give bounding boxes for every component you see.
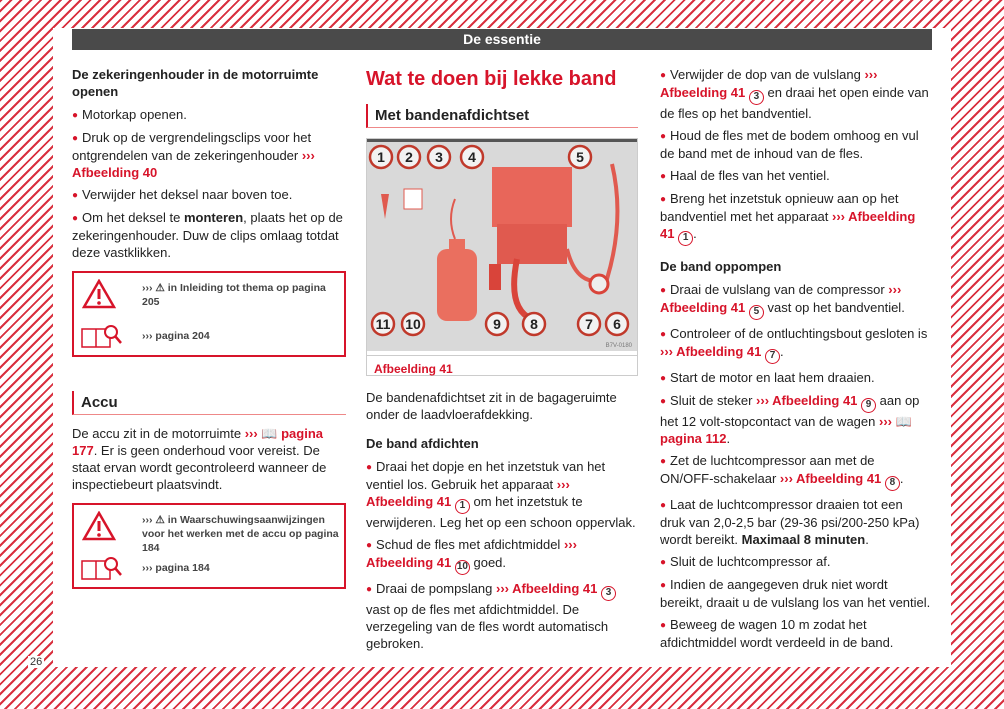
seal-steps-continued — [660, 66, 931, 246]
fuse-steps — [72, 106, 346, 261]
cross-reference-link[interactable]: ››› Afbeelding 40 — [72, 148, 315, 180]
cross-reference-link[interactable]: ››› Afbeelding 41 — [366, 537, 577, 570]
figure-41 — [366, 138, 638, 376]
text: Draai de pompslang — [376, 581, 497, 596]
callout-label: 11 — [375, 316, 391, 332]
middle-column — [366, 66, 638, 657]
text: . — [726, 431, 731, 446]
bullet-item — [660, 553, 931, 571]
cross-reference-link[interactable]: ››› Afbeelding 41 — [779, 471, 882, 486]
text: Beweeg de wagen 10 m zodat het afdichtmiddel wordt verdeeld in de band. — [660, 617, 894, 650]
text: Verwijder de dop van de vulslang — [670, 67, 865, 82]
fuse-holder-heading: De zekeringenhouder in de motorruimte openen — [72, 67, 319, 99]
bullet-item — [366, 458, 638, 531]
callout-label: 1 — [377, 149, 385, 165]
inflate-heading: De band oppompen — [660, 259, 782, 274]
callout-label: 7 — [585, 316, 593, 332]
cross-reference-link[interactable]: ››› Afbeelding 41 — [660, 344, 762, 359]
callout-number: 3 — [749, 90, 764, 105]
figure-caption: Afbeelding 41 — [367, 355, 637, 383]
bold-text: Maximaal 8 minuten — [741, 532, 866, 547]
text: Laat de luchtcompressor draaien tot een druk van 2,0-2,5 bar (29-36 psi/200-250 kPa) wordt bereikt. — [660, 497, 920, 547]
chapter-header: De essentie — [72, 29, 932, 50]
text: en draai het open einde van de fles op het bandventiel. — [660, 85, 929, 121]
callout-number: 3 — [601, 586, 616, 601]
warning-triangle-icon — [82, 511, 116, 541]
text: Breng het inzetstuk opnieuw aan op het bandventiel met het apparaat — [660, 191, 899, 224]
page-number: 26 — [30, 656, 43, 668]
text: Houd de fles met de bodem omhoog en vul de band met de inhoud van de fles. — [660, 128, 919, 161]
text: Motorkap openen. — [82, 107, 187, 122]
bullet-item — [72, 106, 346, 124]
seal-heading: De band afdichten — [366, 436, 479, 451]
text: Druk op de vergrendelingsclips voor het ontgrendelen van de zekeringenhouder — [72, 130, 312, 163]
bullet-item — [660, 392, 931, 447]
text: Indien de aangegeven druk niet wordt bereikt, draait u de vulslang los van het ventiel. — [660, 577, 931, 610]
tire-repair-kit-image — [367, 139, 637, 351]
intro-text: De bandenafdichtset zit in de bagageruimte onder de laadvloerafdekking. — [366, 390, 617, 422]
page-reference[interactable]: ››› pagina 184 — [142, 562, 210, 574]
bullet-item — [366, 536, 638, 575]
left-column — [72, 66, 346, 589]
cross-reference-link[interactable]: ››› Afbeelding 41 — [660, 67, 878, 100]
bullet-item — [660, 190, 931, 246]
text: Om het deksel te — [82, 210, 184, 225]
text: om het inzetstuk te verwijderen. Leg het op een schoon oppervlak. — [366, 494, 636, 530]
bullet-item — [660, 127, 931, 162]
inflate-steps — [660, 281, 931, 651]
text: Draai het dopje en het inzetstuk van het ventiel los. Gebruik het apparaat — [366, 459, 606, 492]
bullet-item — [660, 496, 931, 548]
callout-label: 3 — [435, 149, 443, 165]
cross-reference-link[interactable]: ››› 📖 pagina 112 — [660, 414, 912, 446]
section-title: Wat te doen bij lekke band — [366, 68, 617, 90]
cross-reference-link[interactable]: ››› Afbeelding 41 — [660, 209, 916, 241]
callout-label: 5 — [576, 149, 584, 165]
callout-number: 8 — [885, 476, 900, 491]
bullet-item — [72, 186, 346, 204]
text: . — [779, 344, 784, 359]
callout-number: 10 — [455, 560, 470, 575]
text: Haal de fles van het ventiel. — [670, 168, 830, 183]
callout-number: 5 — [749, 305, 764, 320]
bullet-item — [660, 616, 931, 651]
warning-box-fuse — [72, 271, 346, 357]
text: Verwijder het deksel naar boven toe. — [82, 187, 293, 202]
book-search-icon — [80, 555, 124, 581]
accu-section-title: Accu — [72, 391, 346, 415]
callout-number: 9 — [861, 398, 876, 413]
cross-reference-link[interactable]: ››› Afbeelding 41 — [496, 581, 598, 596]
warning-triangle-icon — [82, 279, 116, 309]
figure-code: B7V-0180 — [605, 343, 632, 349]
cross-reference-link[interactable]: ››› — [244, 426, 262, 441]
cross-reference-link[interactable]: ››› Afbeelding 41 — [756, 393, 858, 408]
callout-label: 8 — [530, 316, 538, 332]
bold-text: monteren — [183, 210, 244, 225]
bullet-item — [660, 281, 931, 320]
bullet-item — [660, 452, 931, 491]
text: vast op de fles met afdichtmiddel. De verzegeling van de fles wordt automatisch gebroken. — [366, 602, 609, 651]
bullet-item — [660, 167, 931, 185]
text: . — [865, 532, 869, 547]
callout-label: 4 — [468, 149, 476, 165]
bullet-item — [660, 369, 931, 387]
callout-number: 1 — [455, 499, 470, 514]
accu-text — [72, 425, 346, 493]
page-reference[interactable]: ››› pagina 204 — [142, 330, 210, 342]
text: De accu zit in de motorruimte — [72, 426, 245, 441]
paragraph — [72, 425, 346, 493]
text: aan op het 12 volt-stopcontact van de wagen — [660, 393, 920, 429]
text: Start de motor en laat hem draaien. — [670, 370, 875, 385]
text: Zet de luchtcompressor aan met de ON/OFF-schakelaar — [660, 453, 875, 486]
text: . — [693, 226, 697, 241]
bullet-item — [660, 576, 931, 611]
warning-reference[interactable]: ››› ⚠ in Waarschuwingsaanwijzingen voor het werken met de accu op pagina 184 — [142, 514, 339, 554]
text: goed. — [469, 555, 507, 570]
seal-steps — [366, 458, 638, 652]
text: , plaats het op de zekeringenhouder. Duw de clips omlaag totdat deze vastklikken. — [72, 210, 343, 260]
cross-reference-link[interactable]: ››› Afbeelding 41 — [366, 477, 570, 509]
callout-number: 7 — [765, 349, 780, 364]
callout-number: 1 — [678, 231, 693, 246]
warning-box-accu — [72, 503, 346, 589]
callout-label: 10 — [405, 316, 421, 332]
subsection-title: Met bandenafdichtset — [366, 104, 638, 128]
bullet-item — [72, 129, 346, 181]
callout-label: 6 — [613, 316, 621, 332]
text: Sluit de luchtcompressor af. — [670, 554, 831, 569]
bullet-item — [660, 325, 931, 364]
right-column — [660, 66, 931, 656]
text: Schud de fles met afdichtmiddel — [376, 537, 564, 552]
book-search-icon — [80, 323, 124, 349]
cross-reference-link[interactable]: ››› Afbeelding 41 — [660, 282, 902, 315]
bullet-item — [72, 209, 346, 261]
warning-reference[interactable]: ››› ⚠ in Inleiding tot thema op pagina 205 — [142, 282, 326, 308]
text: Sluit de steker — [670, 393, 757, 408]
text: . — [899, 471, 904, 486]
text: . Er is geen onderhoud voor vereist. De staat ervan wordt gecontroleerd wanneer de inspectiebeurt plaatsvindt. — [72, 443, 327, 492]
callout-label: 9 — [493, 316, 501, 332]
bullet-item — [660, 66, 931, 122]
text: vast op het bandventiel. — [763, 300, 905, 315]
cross-reference-link[interactable]: 📖 pagina 177 — [72, 426, 323, 458]
text: Draai de vulslang van de compressor — [670, 282, 889, 297]
text: Controleer of de ontluchtingsbout gesloten is — [670, 326, 928, 341]
callout-label: 2 — [405, 149, 413, 165]
bullet-item — [366, 580, 638, 652]
